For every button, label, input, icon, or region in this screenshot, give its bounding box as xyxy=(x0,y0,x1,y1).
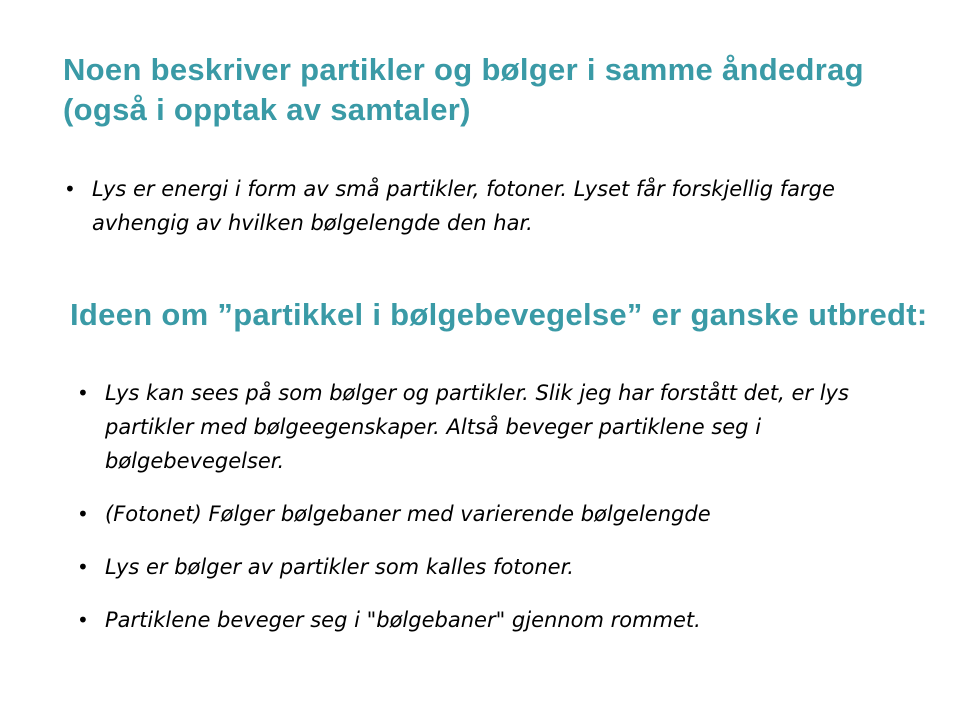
bullet-dot-icon: • xyxy=(77,555,89,579)
bullet-text: (Fotonet) Følger bølgebaner med varierende bølgelengde xyxy=(105,502,711,526)
bullet-text: Lys er bølger av partikler som kalles fotoner. xyxy=(105,555,574,579)
bullet-list-section-2 xyxy=(77,376,895,637)
heading-particle-in-wave-motion: Ideen om ”partikkel i bølgebevegelse” er ganske utbredt: xyxy=(70,297,928,332)
bullet-item xyxy=(77,497,895,531)
bullet-item xyxy=(64,172,892,240)
bullet-item xyxy=(77,376,895,478)
bullet-text: Lys kan sees på som bølger og partikler. Slik jeg har forstått det, er lys partikler med bølgeegenskaper. Altså beveger partiklene seg i bølgebevegelser. xyxy=(105,381,849,473)
bullet-dot-icon: • xyxy=(77,381,89,405)
heading-particles-and-waves: Noen beskriver partikler og bølger i samme åndedrag (også i opptak av samtaler) xyxy=(63,52,864,127)
bullet-text: Lys er energi i form av små partikler, fotoner. Lyset får forskjellig farge avhengig av hvilken bølgelengde den har. xyxy=(92,177,835,235)
bullet-list-section-1 xyxy=(64,172,892,240)
bullet-text: Partiklene beveger seg i "bølgebaner" gjennom rommet. xyxy=(105,608,701,632)
bullet-dot-icon: • xyxy=(77,502,89,526)
bullet-item xyxy=(77,550,895,584)
bullet-dot-icon: • xyxy=(77,608,89,632)
bullet-dot-icon: • xyxy=(64,177,76,201)
bullet-item xyxy=(77,603,895,637)
